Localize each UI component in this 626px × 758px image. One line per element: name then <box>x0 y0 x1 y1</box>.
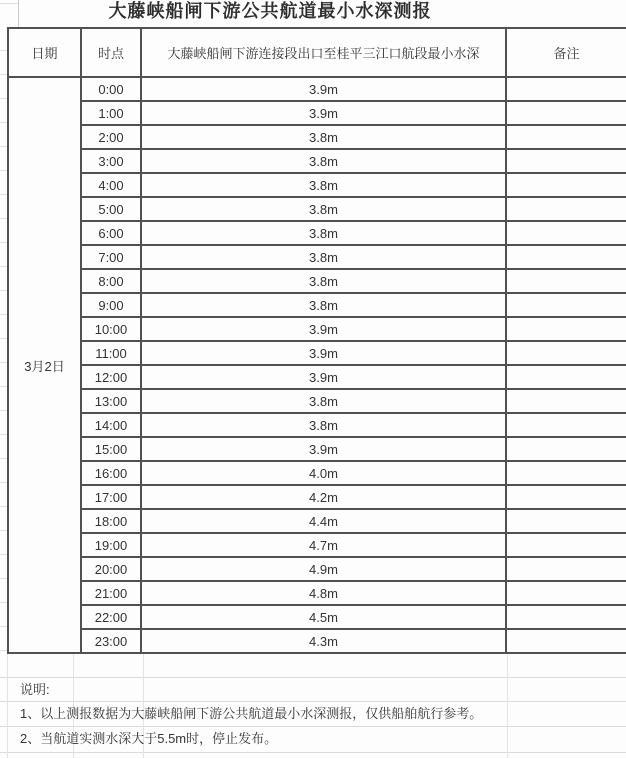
depth-cell: 3.9m <box>142 78 507 100</box>
table-row <box>82 270 626 294</box>
remark-cell <box>507 294 626 316</box>
depth-cell: 3.8m <box>142 174 507 196</box>
remark-cell <box>507 510 626 532</box>
time-cell: 5:00 <box>82 198 142 220</box>
depth-cell: 4.8m <box>142 582 507 604</box>
date-cell: 3月2日 <box>9 78 82 652</box>
remark-cell <box>507 126 626 148</box>
remark-cell <box>507 486 626 508</box>
time-cell: 12:00 <box>82 366 142 388</box>
table-row <box>82 630 626 652</box>
time-cell: 15:00 <box>82 438 142 460</box>
time-cell: 10:00 <box>82 318 142 340</box>
depth-cell: 3.8m <box>142 126 507 148</box>
note-item-2: 2、当航道实测水深大于5.5m时，停止发布。 <box>20 731 278 746</box>
table-row <box>82 390 626 414</box>
remark-cell <box>507 246 626 268</box>
remark-cell <box>507 78 626 100</box>
remark-cell <box>507 174 626 196</box>
time-cell: 14:00 <box>82 414 142 436</box>
table-row <box>82 558 626 582</box>
depth-cell: 3.9m <box>142 342 507 364</box>
time-cell: 13:00 <box>82 390 142 412</box>
remark-cell <box>507 342 626 364</box>
time-cell: 21:00 <box>82 582 142 604</box>
time-cell: 6:00 <box>82 222 142 244</box>
remark-cell <box>507 630 626 652</box>
table-row <box>82 150 626 174</box>
table-row <box>82 486 626 510</box>
report-table <box>7 27 626 654</box>
remark-cell <box>507 390 626 412</box>
header-remark: 备注 <box>553 46 580 61</box>
remark-cell <box>507 270 626 292</box>
depth-cell: 4.3m <box>142 630 507 652</box>
remark-cell <box>507 198 626 220</box>
depth-cell: 3.8m <box>142 246 507 268</box>
note-item-1: 1、以上测报数据为大藤峡船闸下游公共航道最小水深测报，仅供船舶航行参考。 <box>20 706 483 721</box>
depth-cell: 3.9m <box>142 102 507 124</box>
header-time: 时点 <box>82 29 142 76</box>
remark-cell <box>507 582 626 604</box>
header-date: 日期 <box>9 29 82 76</box>
remark-cell <box>507 366 626 388</box>
time-cell: 0:00 <box>82 78 142 100</box>
time-cell: 17:00 <box>82 486 142 508</box>
depth-cell: 3.9m <box>142 438 507 460</box>
depth-cell: 3.9m <box>142 318 507 340</box>
depth-cell: 3.8m <box>142 294 507 316</box>
table-row <box>82 582 626 606</box>
depth-cell: 3.9m <box>142 366 507 388</box>
time-cell: 11:00 <box>82 342 142 364</box>
remark-cell <box>507 318 626 340</box>
remark-cell <box>507 534 626 556</box>
remark-cell <box>507 414 626 436</box>
table-row <box>82 438 626 462</box>
depth-cell: 4.2m <box>142 486 507 508</box>
depth-cell: 4.9m <box>142 558 507 580</box>
time-cell: 2:00 <box>82 126 142 148</box>
depth-cell: 3.8m <box>142 222 507 244</box>
depth-cell: 3.8m <box>142 390 507 412</box>
remark-cell <box>507 462 626 484</box>
depth-cell: 3.8m <box>142 270 507 292</box>
table-row <box>82 606 626 630</box>
table-body <box>9 78 626 652</box>
remark-cell <box>507 558 626 580</box>
table-row <box>82 318 626 342</box>
remark-cell <box>507 606 626 628</box>
time-cell: 19:00 <box>82 534 142 556</box>
depth-cell: 3.8m <box>142 150 507 172</box>
table-row <box>82 198 626 222</box>
time-cell: 8:00 <box>82 270 142 292</box>
page-title: 大藤峡船闸下游公共航道最小水深测报 <box>108 1 432 21</box>
depth-cell: 4.4m <box>142 510 507 532</box>
table-row <box>82 414 626 438</box>
time-cell: 7:00 <box>82 246 142 268</box>
remark-cell <box>507 438 626 460</box>
time-cell: 9:00 <box>82 294 142 316</box>
grid-line <box>7 654 8 758</box>
time-cell: 16:00 <box>82 462 142 484</box>
grid-line <box>0 752 626 753</box>
time-cell: 1:00 <box>82 102 142 124</box>
remark-cell <box>507 102 626 124</box>
time-cell: 23:00 <box>82 630 142 652</box>
depth-cell: 4.7m <box>142 534 507 556</box>
table-rows <box>82 78 626 652</box>
remark-cell <box>507 150 626 172</box>
time-cell: 20:00 <box>82 558 142 580</box>
time-cell: 18:00 <box>82 510 142 532</box>
table-header-row <box>9 29 626 78</box>
header-depth: 大藤峡船闸下游连接段出口至桂平三江口航段最小水深 <box>142 29 507 76</box>
time-cell: 22:00 <box>82 606 142 628</box>
time-cell: 4:00 <box>82 174 142 196</box>
table-row <box>82 246 626 270</box>
depth-cell: 4.0m <box>142 462 507 484</box>
depth-cell: 3.8m <box>142 414 507 436</box>
table-row <box>82 78 626 102</box>
table-row <box>82 174 626 198</box>
remark-cell <box>507 222 626 244</box>
table-row <box>82 102 626 126</box>
notes-heading: 说明: <box>20 682 50 697</box>
table-row <box>82 222 626 246</box>
table-row <box>82 462 626 486</box>
time-cell: 3:00 <box>82 150 142 172</box>
table-row <box>82 342 626 366</box>
table-row <box>82 534 626 558</box>
grid-left-strip <box>0 27 7 654</box>
depth-cell: 3.8m <box>142 198 507 220</box>
table-row <box>82 366 626 390</box>
table-row <box>82 510 626 534</box>
depth-cell: 4.5m <box>142 606 507 628</box>
table-row <box>82 294 626 318</box>
table-row <box>82 126 626 150</box>
